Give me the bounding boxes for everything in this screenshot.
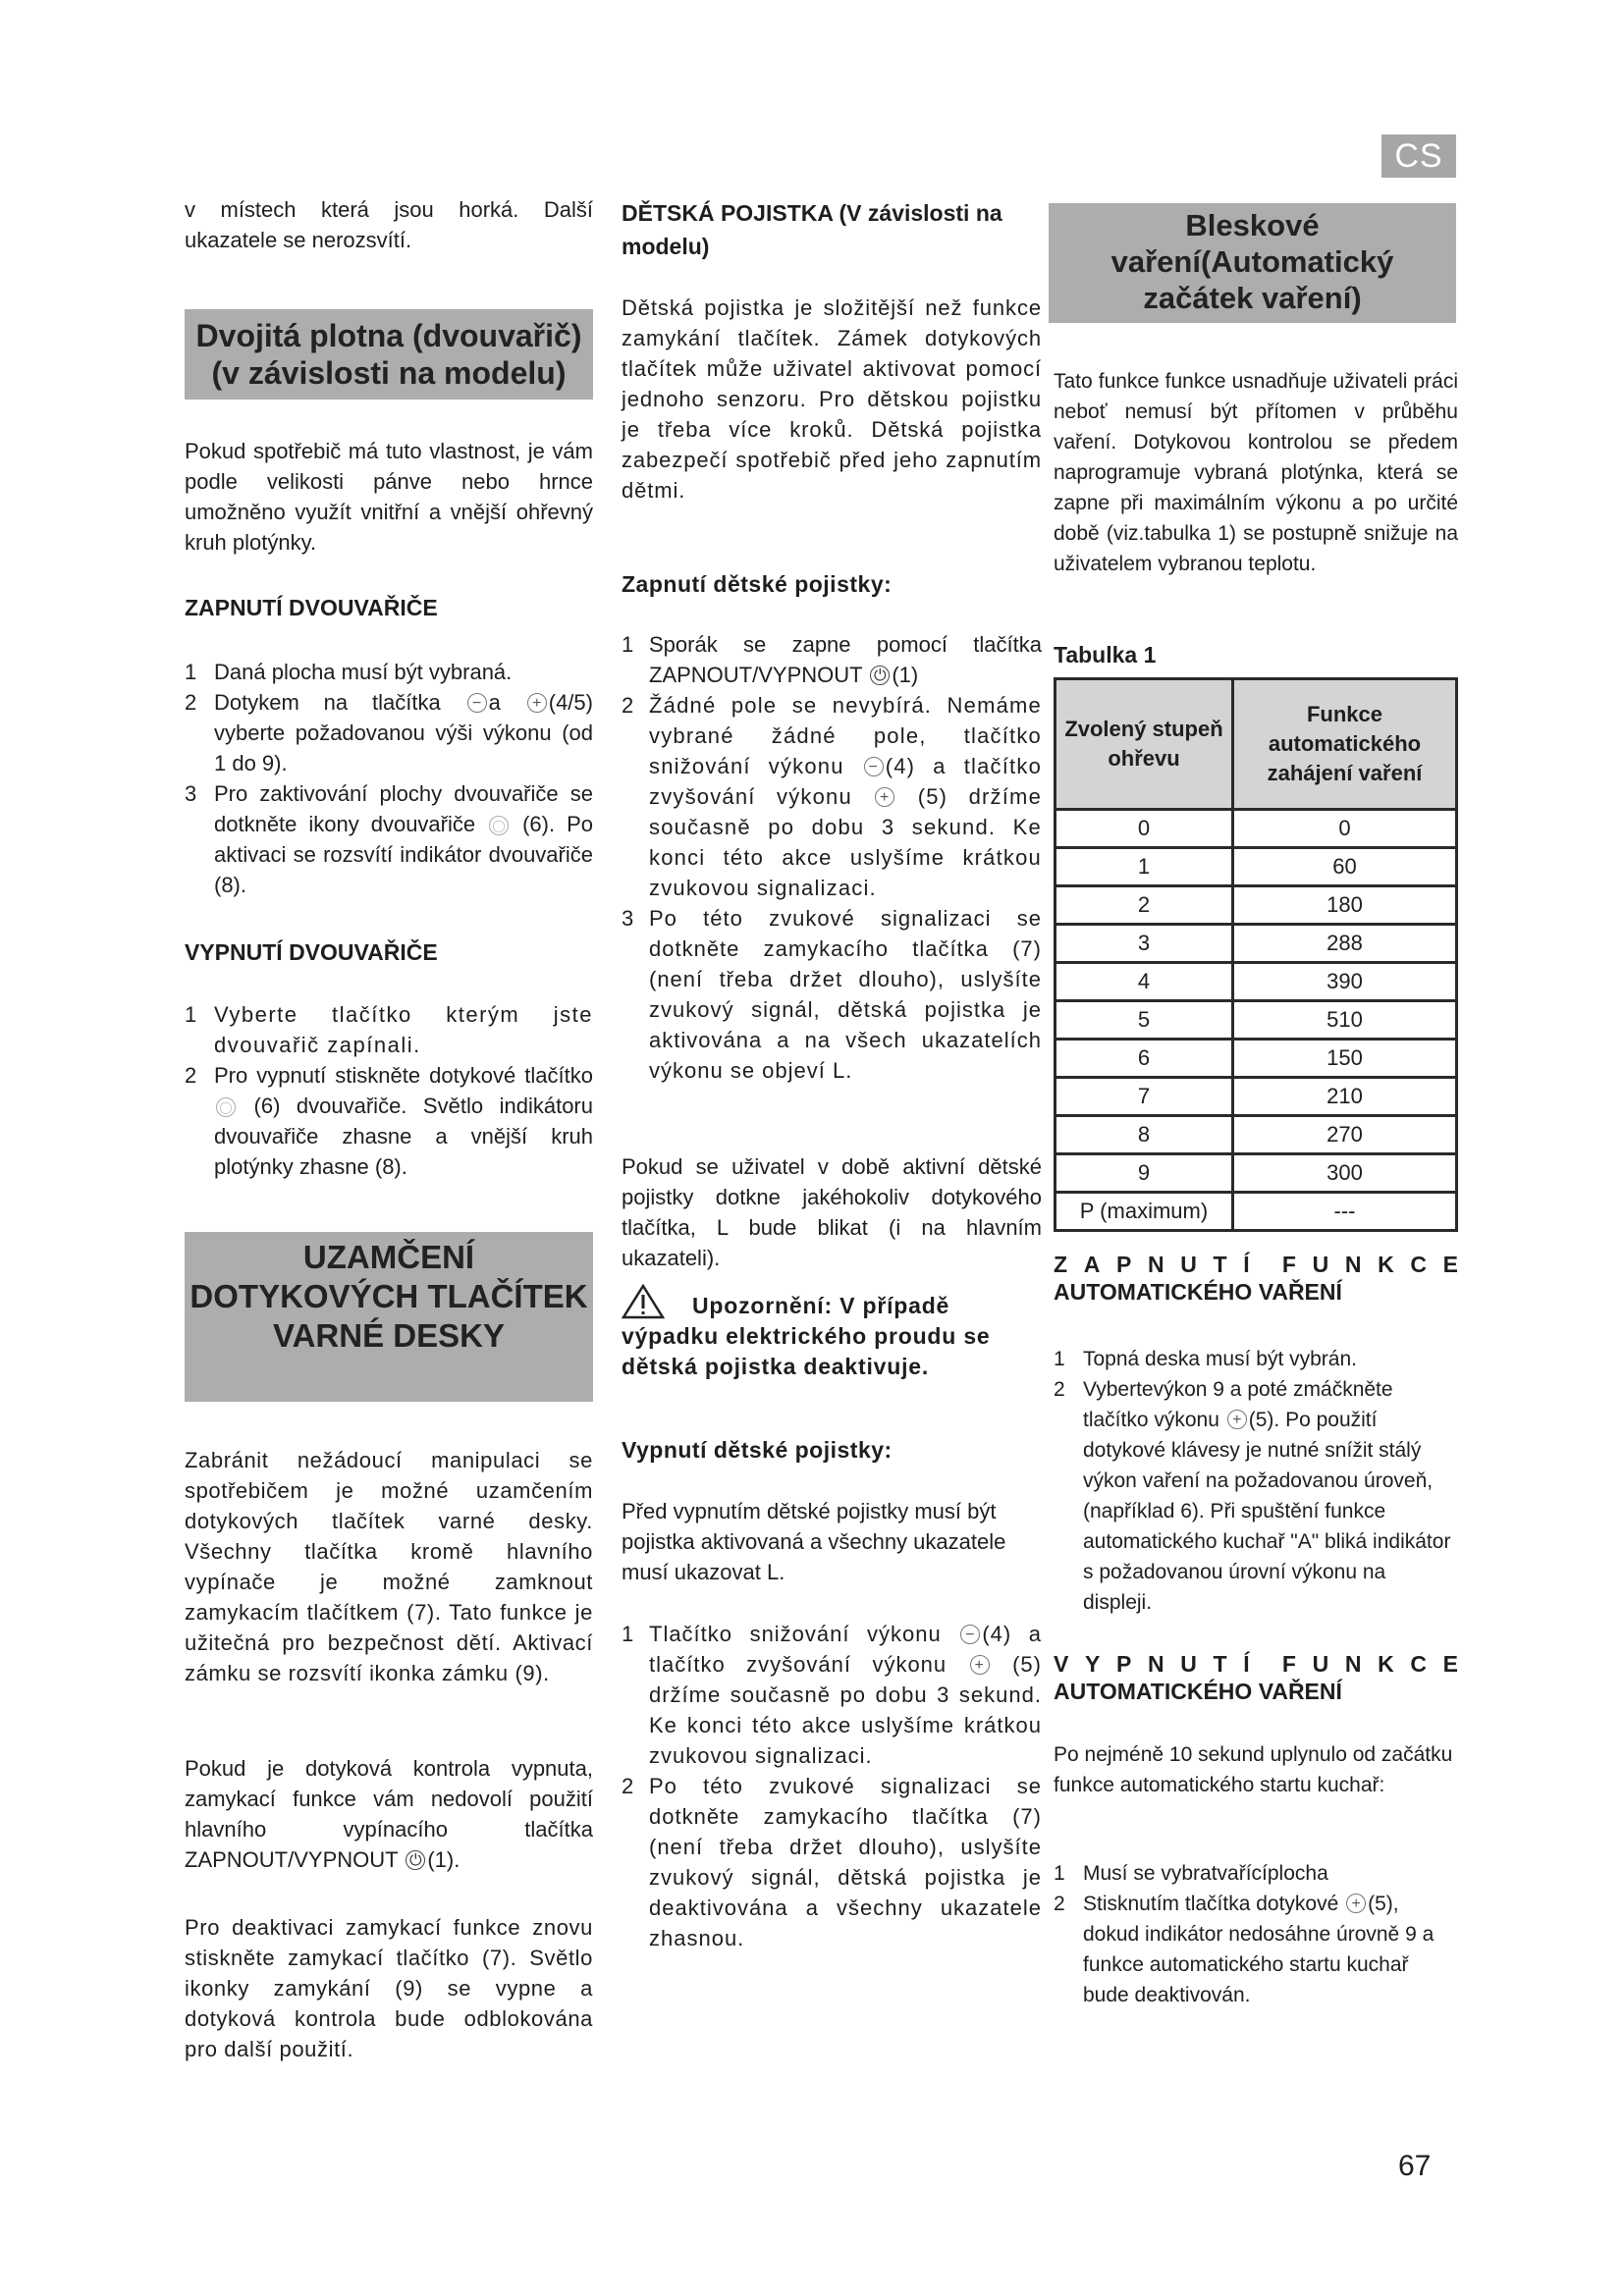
lock-deactivate xyxy=(185,1912,593,2064)
step-text: Pro zaktivování plochy dvouvařiče se dotkněte ikony dvouvařiče xyxy=(214,781,593,836)
cell-level: 7 xyxy=(1056,1078,1233,1116)
list-item xyxy=(622,903,1042,1086)
lock-description xyxy=(185,1445,593,1688)
heading-letter: N xyxy=(1344,1651,1362,1677)
step-text: Po této zvukové signalizaci se dotkněte zamykacího tlačítka (7) (není třeba držet dlouho), uslyšíte zvukový signál, dětská pojistka je deaktivována a všechny ukazatele zhasnou. xyxy=(649,1774,1042,1950)
lock-paragraph-1: Zabránit nežádoucí manipulaci se spotřebičem je možné uzamčením dotykových tlačítek varné desky. Všechny tlačítka kromě hlavního vypínače je možné zamknout zamykacím tlačítkem (7). Tato funkce je užitečná pro bezpečnost dětí. Aktivací zámku se rozsvítí ikonka zámku (9). xyxy=(185,1448,593,1685)
heading-letter: P xyxy=(1115,1252,1132,1277)
dual-on-steps xyxy=(185,657,593,900)
step-number: 1 xyxy=(1054,1348,1065,1370)
heading-letter: E xyxy=(1442,1651,1458,1677)
cell-value: 390 xyxy=(1233,963,1457,1001)
child-lock-blink-note xyxy=(622,1151,1042,1273)
table-row xyxy=(1056,1116,1457,1154)
heading-letter: U xyxy=(1180,1252,1197,1277)
section-header-dual-zone: Dvojitá plotna (dvouvařič) (v závislosti na modelu) xyxy=(185,309,593,400)
step-text: (6). Po aktivaci se rozsvítí indikátor dvouvařiče (8). xyxy=(214,812,593,897)
cell-value: 300 xyxy=(1233,1154,1457,1193)
lock-paragraph-2-ref: (1). xyxy=(427,1847,460,1872)
child-lock-off-heading: Vypnutí dětské pojistky: xyxy=(622,1437,893,1463)
page-number: 67 xyxy=(1398,2150,1432,2182)
table-header-level: Zvolený stupeň ohřevu xyxy=(1056,679,1233,810)
cell-value: 288 xyxy=(1233,925,1457,963)
cell-value: --- xyxy=(1233,1193,1457,1231)
auto-cook-description xyxy=(1054,366,1458,579)
step-text: Dotykem na tlačítka xyxy=(214,690,441,715)
child-lock-on-heading: Zapnutí dětské pojistky: xyxy=(622,571,893,597)
cell-level: 9 xyxy=(1056,1154,1233,1193)
cell-level: 0 xyxy=(1056,810,1233,848)
table-row xyxy=(1056,1193,1457,1231)
heading-letter: Í xyxy=(1243,1651,1250,1677)
plus-button-icon: + xyxy=(1346,1894,1366,1913)
dual-zone-icon: ◯ xyxy=(489,816,509,835)
list-item xyxy=(185,778,593,900)
heading-letter: U xyxy=(1180,1651,1197,1677)
step-number: 2 xyxy=(185,690,197,715)
heading-letter: E xyxy=(1442,1252,1458,1277)
lock-paragraph-3: Pro deaktivaci zamykací funkce znovu stiskněte zamykací tlačítko (7). Světlo ikonky zamykání (9) se vypne a dotyková kontrola bude odblokována pro další použití. xyxy=(185,1915,593,2061)
auto-cook-paragraph: Tato funkce funkce usnadňuje uživateli práci neboť nemusí být přítomen v průběhu vaření. Dotykovou kontrolou se předem naprogramuje vybraná plotýnka, která se zapne při maximálním výkonu a po určité době (viz.tabulka 1) se postupně snižuje na uživatelem vybranou teplotu. xyxy=(1054,370,1458,575)
table-row xyxy=(1056,1001,1457,1040)
table-row xyxy=(1056,1154,1457,1193)
plus-button-icon: + xyxy=(970,1655,990,1675)
minus-button-icon: − xyxy=(960,1625,980,1644)
plus-button-icon: + xyxy=(1227,1410,1247,1429)
step-number: 3 xyxy=(622,906,635,931)
child-lock-description xyxy=(622,293,1042,506)
heading-letter: T xyxy=(1213,1252,1227,1277)
step-number: 1 xyxy=(622,1622,635,1646)
auto-cook-off-heading-line1 xyxy=(1054,1650,1458,1678)
heading-letter: U xyxy=(1312,1651,1329,1677)
child-lock-paragraph: Dětská pojistka je složitější než funkce zamykání tlačítek. Zámek dotykových tlačítek může uživatel aktivovat pomocí jednoho senzoru. Pro dětskou pojistku je třeba více kroků. Dětská pojistka zabezpečí spotřebič před jeho zapnutím dětmi. xyxy=(622,295,1042,503)
power-icon: ⏻ xyxy=(870,666,890,685)
table-row xyxy=(1056,925,1457,963)
cell-value: 270 xyxy=(1233,1116,1457,1154)
step-text: (5) držíme současně po dobu 3 sekund. Ke konci této akce uslyšíme krátkou zvukovou signalizaci. xyxy=(649,1652,1042,1768)
list-item xyxy=(1054,1889,1458,2010)
dual-zone-icon: ◯ xyxy=(216,1097,236,1117)
heating-level-table xyxy=(1054,677,1458,1232)
step-text: Topná deska musí být vybrán. xyxy=(1083,1348,1357,1370)
dual-off-heading: VYPNUTÍ DVOUVAŘIČE xyxy=(185,939,438,965)
child-lock-off-description xyxy=(622,1496,1042,1587)
heading-letter: F xyxy=(1281,1252,1296,1277)
step-number: 1 xyxy=(185,660,197,684)
list-item xyxy=(1054,1344,1458,1374)
list-item xyxy=(185,657,593,687)
minus-button-icon: − xyxy=(467,693,487,713)
dual-paragraph: Pokud spotřebič má tuto vlastnost, je vám podle velikosti pánve nebo hrnce umožněno využít vnitřní a vnější ohřevný kruh plotýnky. xyxy=(185,439,593,555)
cell-value: 510 xyxy=(1233,1001,1457,1040)
step-text: a xyxy=(488,690,501,715)
heading-letter: Í xyxy=(1243,1252,1250,1277)
language-badge: CS xyxy=(1381,134,1456,178)
cell-level: 2 xyxy=(1056,886,1233,925)
lock-paragraph-2-text: Pokud je dotyková kontrola vypnuta, zamykací funkce vám nedovolí použití hlavního vypínacího tlačítka ZAPNOUT/VYPNOUT xyxy=(185,1756,593,1872)
table-row xyxy=(1056,886,1457,925)
table-row xyxy=(1056,848,1457,886)
list-item xyxy=(185,687,593,778)
list-item xyxy=(185,999,593,1060)
cell-level: 6 xyxy=(1056,1040,1233,1078)
step-number: 1 xyxy=(1054,1862,1065,1885)
cell-level: 1 xyxy=(1056,848,1233,886)
table-row xyxy=(1056,1078,1457,1116)
step-number: 2 xyxy=(185,1063,197,1088)
step-text: Tlačítko snižování výkonu xyxy=(649,1622,942,1646)
step-text: Žádné pole se nevybírá. Nemáme vybrané žádné pole, tlačítko snižování výkonu xyxy=(649,693,1042,778)
lock-paragraph-2 xyxy=(185,1753,593,1875)
step-number: 3 xyxy=(185,781,197,806)
heading-letter: A xyxy=(1083,1252,1101,1277)
step-text: Musí se vybratvařícíplocha xyxy=(1083,1862,1328,1885)
step-text: Stisknutím tlačítka dotykové xyxy=(1083,1893,1339,1915)
auto-cook-off-heading-line2: AUTOMATICKÉHO VAŘENÍ xyxy=(1054,1679,1342,1704)
step-text: (5). Po použití dotykové klávesy je nutné snížit stálý výkon vaření na požadovanou úroveň, (například 6). Při spuštění funkce automatického kuchař "A" bliká indikátor s požadovanou úrovní výkonu na displeji. xyxy=(1083,1409,1451,1614)
section-header-lock: UZAMČENÍ DOTYKOVÝCH TLAČÍTEK VARNÉ DESKY xyxy=(185,1232,593,1402)
step-text: (4) a tlačítko zvyšování výkonu xyxy=(649,1622,1042,1677)
auto-cook-table xyxy=(1054,677,1458,1232)
cell-value: 150 xyxy=(1233,1040,1457,1078)
table-header-function: Funkce automatického zahájení vaření xyxy=(1233,679,1457,810)
child-lock-off-steps xyxy=(622,1619,1042,1953)
list-item xyxy=(185,1060,593,1182)
heading-letter: P xyxy=(1115,1651,1132,1677)
heading-letter: T xyxy=(1213,1651,1227,1677)
heading-letter: K xyxy=(1378,1252,1394,1277)
step-number: 1 xyxy=(622,632,634,657)
cell-value: 180 xyxy=(1233,886,1457,925)
dual-description xyxy=(185,436,593,558)
dual-on-heading: ZAPNUTÍ DVOUVAŘIČE xyxy=(185,595,438,620)
list-item xyxy=(622,629,1042,690)
cell-level: 8 xyxy=(1056,1116,1233,1154)
auto-cook-on-heading xyxy=(1054,1251,1458,1306)
heading-letter: N xyxy=(1344,1252,1362,1277)
step-number: 2 xyxy=(1054,1893,1065,1915)
plus-button-icon: + xyxy=(875,787,894,807)
child-lock-on-steps xyxy=(622,629,1042,1086)
list-item xyxy=(622,1771,1042,1953)
power-failure-warning xyxy=(622,1284,1042,1382)
heading-letter: Z xyxy=(1054,1252,1068,1277)
lock-off-note xyxy=(185,1753,593,1875)
step-text: (6) dvouvařiče. Světlo indikátoru dvouvařiče zhasne a vnější kruh plotýnky zhasne (8). xyxy=(214,1094,593,1179)
heading-letter: Y xyxy=(1084,1651,1101,1677)
table-row xyxy=(1056,810,1457,848)
cell-value: 210 xyxy=(1233,1078,1457,1116)
auto-cook-on-heading-line2: AUTOMATICKÉHO VAŘENÍ xyxy=(1054,1279,1342,1305)
dual-off-steps xyxy=(185,999,593,1182)
plus-button-icon: + xyxy=(527,693,547,713)
step-text: Vybertevýkon 9 a poté zmáčkněte tlačítko výkonu xyxy=(1083,1378,1393,1431)
table-row xyxy=(1056,1040,1457,1078)
cell-level: 3 xyxy=(1056,925,1233,963)
step-number: 2 xyxy=(622,693,635,718)
heading-letter: F xyxy=(1281,1651,1296,1677)
heading-letter: V xyxy=(1054,1651,1069,1677)
child-lock-paragraph-3: Před vypnutím dětské pojistky musí být pojistka aktivovaná a všechny ukazatele musí ukazovat L. xyxy=(622,1499,1006,1584)
power-icon: ⏻ xyxy=(406,1850,425,1870)
heading-letter: K xyxy=(1378,1651,1394,1677)
step-text: Vyberte tlačítko kterým jste dvouvařič zapínali. xyxy=(214,1002,593,1057)
list-item xyxy=(622,1619,1042,1771)
step-text: (4) a tlačítko zvyšování výkonu xyxy=(649,754,1042,809)
heading-letter: N xyxy=(1147,1252,1164,1277)
step-text: (1) xyxy=(892,663,919,687)
step-text: (5) držíme současně po dobu 3 sekund. Ke konci této akce uslyšíme krátkou zvukovou signalizaci. xyxy=(649,784,1043,900)
table-title: Tabulka 1 xyxy=(1054,642,1157,667)
left-intro xyxy=(185,194,593,255)
intro-text: v místech která jsou horká. Další ukazatele se nerozsvítí. xyxy=(185,197,593,252)
step-number: 2 xyxy=(1054,1378,1065,1401)
warning-triangle-icon xyxy=(622,1284,665,1319)
heading-letter: N xyxy=(1147,1651,1164,1677)
list-item xyxy=(622,690,1042,903)
cell-level: P (maximum) xyxy=(1056,1193,1233,1231)
auto-cook-on-steps xyxy=(1054,1344,1458,1618)
auto-cook-paragraph-2: Po nejméně 10 sekund uplynulo od začátku funkce automatického startu kuchař: xyxy=(1054,1743,1453,1796)
minus-button-icon: − xyxy=(864,757,884,776)
auto-cook-on-heading-line1 xyxy=(1054,1251,1458,1278)
step-number: 1 xyxy=(185,1002,198,1027)
auto-cook-off-steps xyxy=(1054,1858,1458,2010)
heading-letter: C xyxy=(1410,1252,1427,1277)
step-number: 2 xyxy=(622,1774,635,1798)
auto-cook-off-heading xyxy=(1054,1650,1458,1705)
child-lock-paragraph-2: Pokud se uživatel v době aktivní dětské pojistky dotkne jakéhokoliv dotykového tlačítka, L bude blikat (i na hlavním ukazateli). xyxy=(622,1154,1042,1270)
cell-level: 4 xyxy=(1056,963,1233,1001)
section-header-auto-cook: Bleskové vaření(Automatický začátek vaření) xyxy=(1049,203,1456,323)
step-text: Pro vypnutí stiskněte dotykové tlačítko xyxy=(214,1063,593,1088)
warning-text: Upozornění: V případě výpadku elektrického proudu se dětská pojistka deaktivuje. xyxy=(622,1293,991,1379)
cell-value: 60 xyxy=(1233,848,1457,886)
step-text: (5), dokud indikátor nedosáhne úrovně 9 a funkce automatického startu kuchař bude deaktivován. xyxy=(1083,1893,1435,2006)
table-row xyxy=(1056,963,1457,1001)
cell-value: 0 xyxy=(1233,810,1457,848)
step-text: Daná plocha musí být vybraná. xyxy=(214,660,513,684)
auto-cook-off-description xyxy=(1054,1739,1458,1800)
cell-level: 5 xyxy=(1056,1001,1233,1040)
step-text: (4/5) vyberte požadovanou výši výkonu (od 1 do 9). xyxy=(214,690,593,775)
heading-letter: U xyxy=(1312,1252,1329,1277)
list-item xyxy=(1054,1374,1458,1618)
step-text: Po této zvukové signalizaci se dotkněte zamykacího tlačítka (7) (není třeba držet dlouho), uslyšíte zvukový signál, dětská pojistka je aktivována a na všech ukazatelích výkonu se objeví L. xyxy=(649,906,1042,1083)
heading-letter: C xyxy=(1410,1651,1427,1677)
list-item xyxy=(1054,1858,1458,1889)
step-text: Sporák se zapne pomocí tlačítka ZAPNOUT/VYPNOUT xyxy=(649,632,1042,687)
child-lock-heading: DĚTSKÁ POJISTKA (V závislosti na modelu) xyxy=(622,200,1002,259)
